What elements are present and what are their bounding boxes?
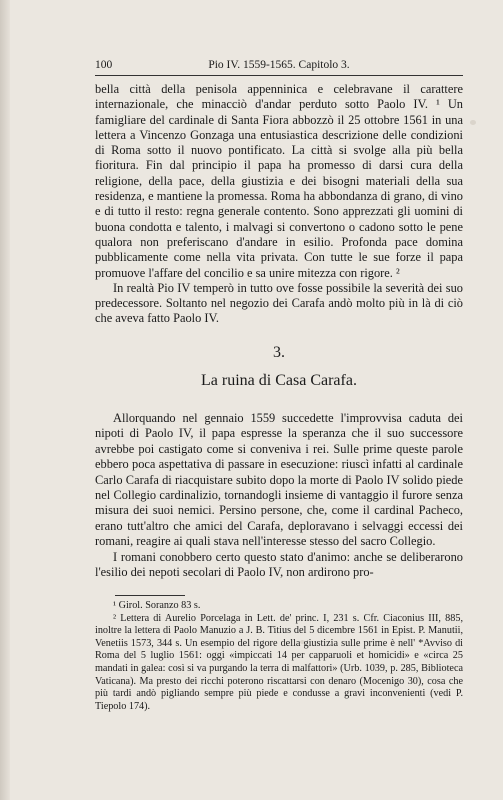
- footnote: [95, 613, 463, 714]
- page-number: 100: [95, 59, 113, 71]
- body-text-bottom: [95, 411, 463, 580]
- paragraph: In realtà Pio IV temperò in tutto ove fosse possibile la severità dei suo predecessore. Soltanto nel negozio dei Carafa andò molto più in là di ciò che aveva fatto Paolo IV.: [95, 280, 463, 326]
- running-header: [95, 59, 463, 73]
- footnote-text: Girol. Soranzo 83 s.: [118, 600, 201, 611]
- body-text-top: [95, 82, 463, 327]
- header-rule: [95, 75, 463, 76]
- page-spine-shadow: [0, 0, 10, 800]
- footnote-mark: ²: [113, 612, 117, 624]
- paragraph: I romani conobbero certo questo stato d'animo: anche se deliberarono l'esilio dei nepoti secolari di Paolo IV, non ardirono pro-: [95, 549, 463, 580]
- footnote: [95, 600, 463, 613]
- footnote-mark: ¹: [113, 600, 117, 611]
- paragraph: bella città della penisola appenninica e celebravane il carattere internazionale, che minacciò d'andar perduto sotto Paolo IV. ¹ Un famigliare del cardinale di Santa Fiora abbozzò il 25 ottobre 1561 in una lettera a Vincenzo Gonzaga una entusiastica descrizione delle condizioni di Roma sotto il nuovo pontificato. La città si svolge alla più bella fioritura. Fin dal principio il papa ha promesso di darsi cura della religione, della pace, della giustizia e dei bisogni materiali della sua residenza, e mantiene la promessa. Roma ha abbondanza di grano, di vino e di tutto il resto: regna generale contento. Sono apprezzati gli uomini di buona condotta e talento, i malvagi si convertono o cadono sotto le pene qualora non preferiscano d'andare in esilio. Profonda pace domina pubblicamente come nella vita privata. Con tutte le sue forze il papa promuove l'affare del concilio e sa unire mitezza con rigore. ²: [95, 82, 463, 280]
- section-number: 3.: [273, 344, 285, 361]
- footnote-rule: [115, 595, 185, 596]
- running-title: Pio IV. 1559-1565. Capitolo 3.: [208, 59, 350, 71]
- paper-stain: [470, 120, 476, 125]
- paragraph: Allorquando nel gennaio 1559 succedette l'improvvisa caduta dei nipoti di Paolo IV, il papa espresse la speranza che il suo successore avrebbe poi castigato come si conveniva i rei. Sulle prime queste parole ebbero poca aspettativa di passare in esecuzione: riuscì infatti al cardinale Carlo Carafa di riacquistare subito dopo la morte di Paolo IV solido piede nel Collegio cardinalizio, tornandogli insieme di vantaggio il furore senza misura dei suoi nemici. Persino persone, che, come il cardinal Pacheco, erano tutt'altro che amici del Carafa, deploravano i selvaggi eccessi dei romani, reagire ai quali stava nell'interesse stesso del sacro Collegio.: [95, 411, 463, 549]
- section-title: La ruina di Casa Carafa.: [201, 372, 357, 389]
- footnote-text: Lettera di Aurelio Porcelaga in Lett. de' princ. I, 231 s. Cfr. Ciaconius III, 885, inoltre la lettera di Paolo Manuzio a J. B. Titius del 5 dicembre 1561 in Epist. P. Manutii, Venetiis 1573, 344 s. Un esempio del rigore della giustizia sulle prime è nell' *Avviso di Roma del 5 luglio 1561: oggi «impiccati 14 per capparuoli et homicidi» e «circa 25 mandati in galea: così si va purgando la terra di malfattori» (Urb. 1039, p. 285, Biblioteca Vaticana). Ma presto dei ricchi poterono riscattarsi con denaro (Mocenigo 30), cosa che più tardi andò pigliando sempre più piede e condusse a gravi inconvenienti (vedi P. Tiepolo 174).: [95, 612, 463, 712]
- footnotes: [95, 600, 463, 713]
